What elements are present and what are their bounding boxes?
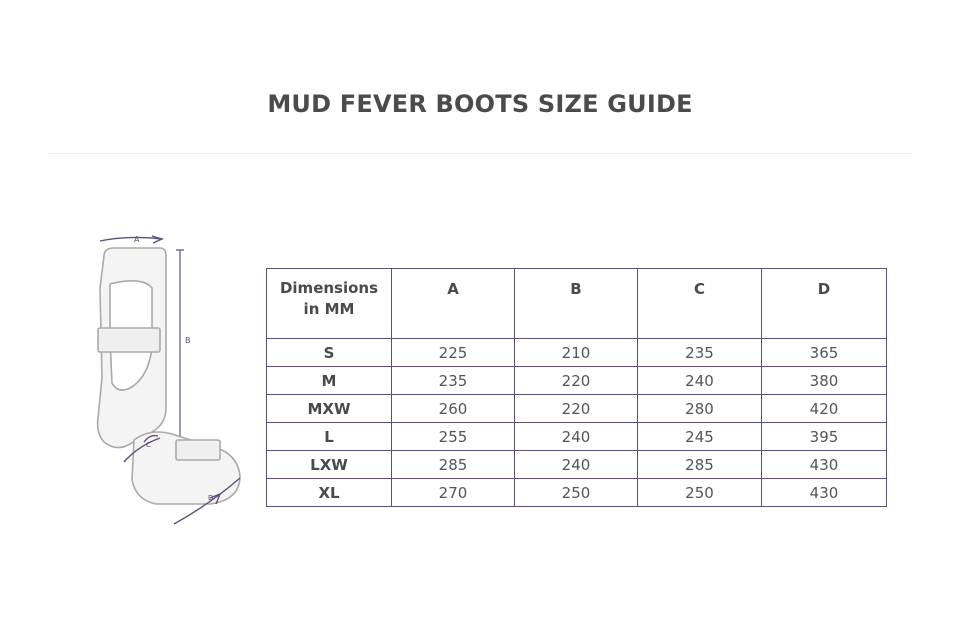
table-cell: 285 (392, 451, 515, 479)
table-cell: 380 (762, 367, 887, 395)
table-cell: 395 (762, 423, 887, 451)
column-header-b: B (515, 269, 638, 339)
column-header-c: C (638, 269, 762, 339)
table-row (267, 367, 887, 395)
label-d: D (208, 494, 214, 502)
table-row (267, 479, 887, 507)
table-cell: 225 (392, 339, 515, 367)
table-row (267, 423, 887, 451)
size-label: XL (267, 479, 392, 507)
size-label: LXW (267, 451, 392, 479)
size-label: S (267, 339, 392, 367)
table-cell: 430 (762, 451, 887, 479)
table-cell: 280 (638, 395, 762, 423)
boot-outline (98, 248, 240, 504)
table-cell: 255 (392, 423, 515, 451)
table-cell: 235 (392, 367, 515, 395)
size-guide-table (266, 268, 887, 507)
label-c: C (146, 441, 151, 449)
table-cell: 250 (638, 479, 762, 507)
table-cell: 240 (515, 451, 638, 479)
table-row (267, 339, 887, 367)
table-cell: 210 (515, 339, 638, 367)
measure-a-arrow (100, 236, 162, 243)
table-cell: 240 (515, 423, 638, 451)
table-cell: 285 (638, 451, 762, 479)
size-label: MXW (267, 395, 392, 423)
size-label: M (267, 367, 392, 395)
table-cell: 270 (392, 479, 515, 507)
column-header-d: D (762, 269, 887, 339)
divider (48, 153, 912, 154)
label-a: A (134, 235, 140, 244)
table-cell: 220 (515, 395, 638, 423)
column-header-a: A (392, 269, 515, 339)
table-header-row (267, 269, 887, 339)
label-b: B (185, 336, 191, 345)
table-cell: 365 (762, 339, 887, 367)
table-row (267, 451, 887, 479)
corner-line-1: Dimensions (279, 279, 379, 297)
table-corner-header (267, 269, 392, 339)
table-cell: 245 (638, 423, 762, 451)
corner-line-2: in MM (303, 300, 355, 318)
table-cell: 250 (515, 479, 638, 507)
page-title: MUD FEVER BOOTS SIZE GUIDE (267, 90, 693, 118)
table-cell: 240 (638, 367, 762, 395)
table-cell: 430 (762, 479, 887, 507)
boot-diagram (90, 228, 260, 538)
size-label: L (267, 423, 392, 451)
table-row (267, 395, 887, 423)
table-cell: 235 (638, 339, 762, 367)
table-cell: 260 (392, 395, 515, 423)
table-cell: 420 (762, 395, 887, 423)
table-cell: 220 (515, 367, 638, 395)
measure-b-line (176, 250, 184, 450)
